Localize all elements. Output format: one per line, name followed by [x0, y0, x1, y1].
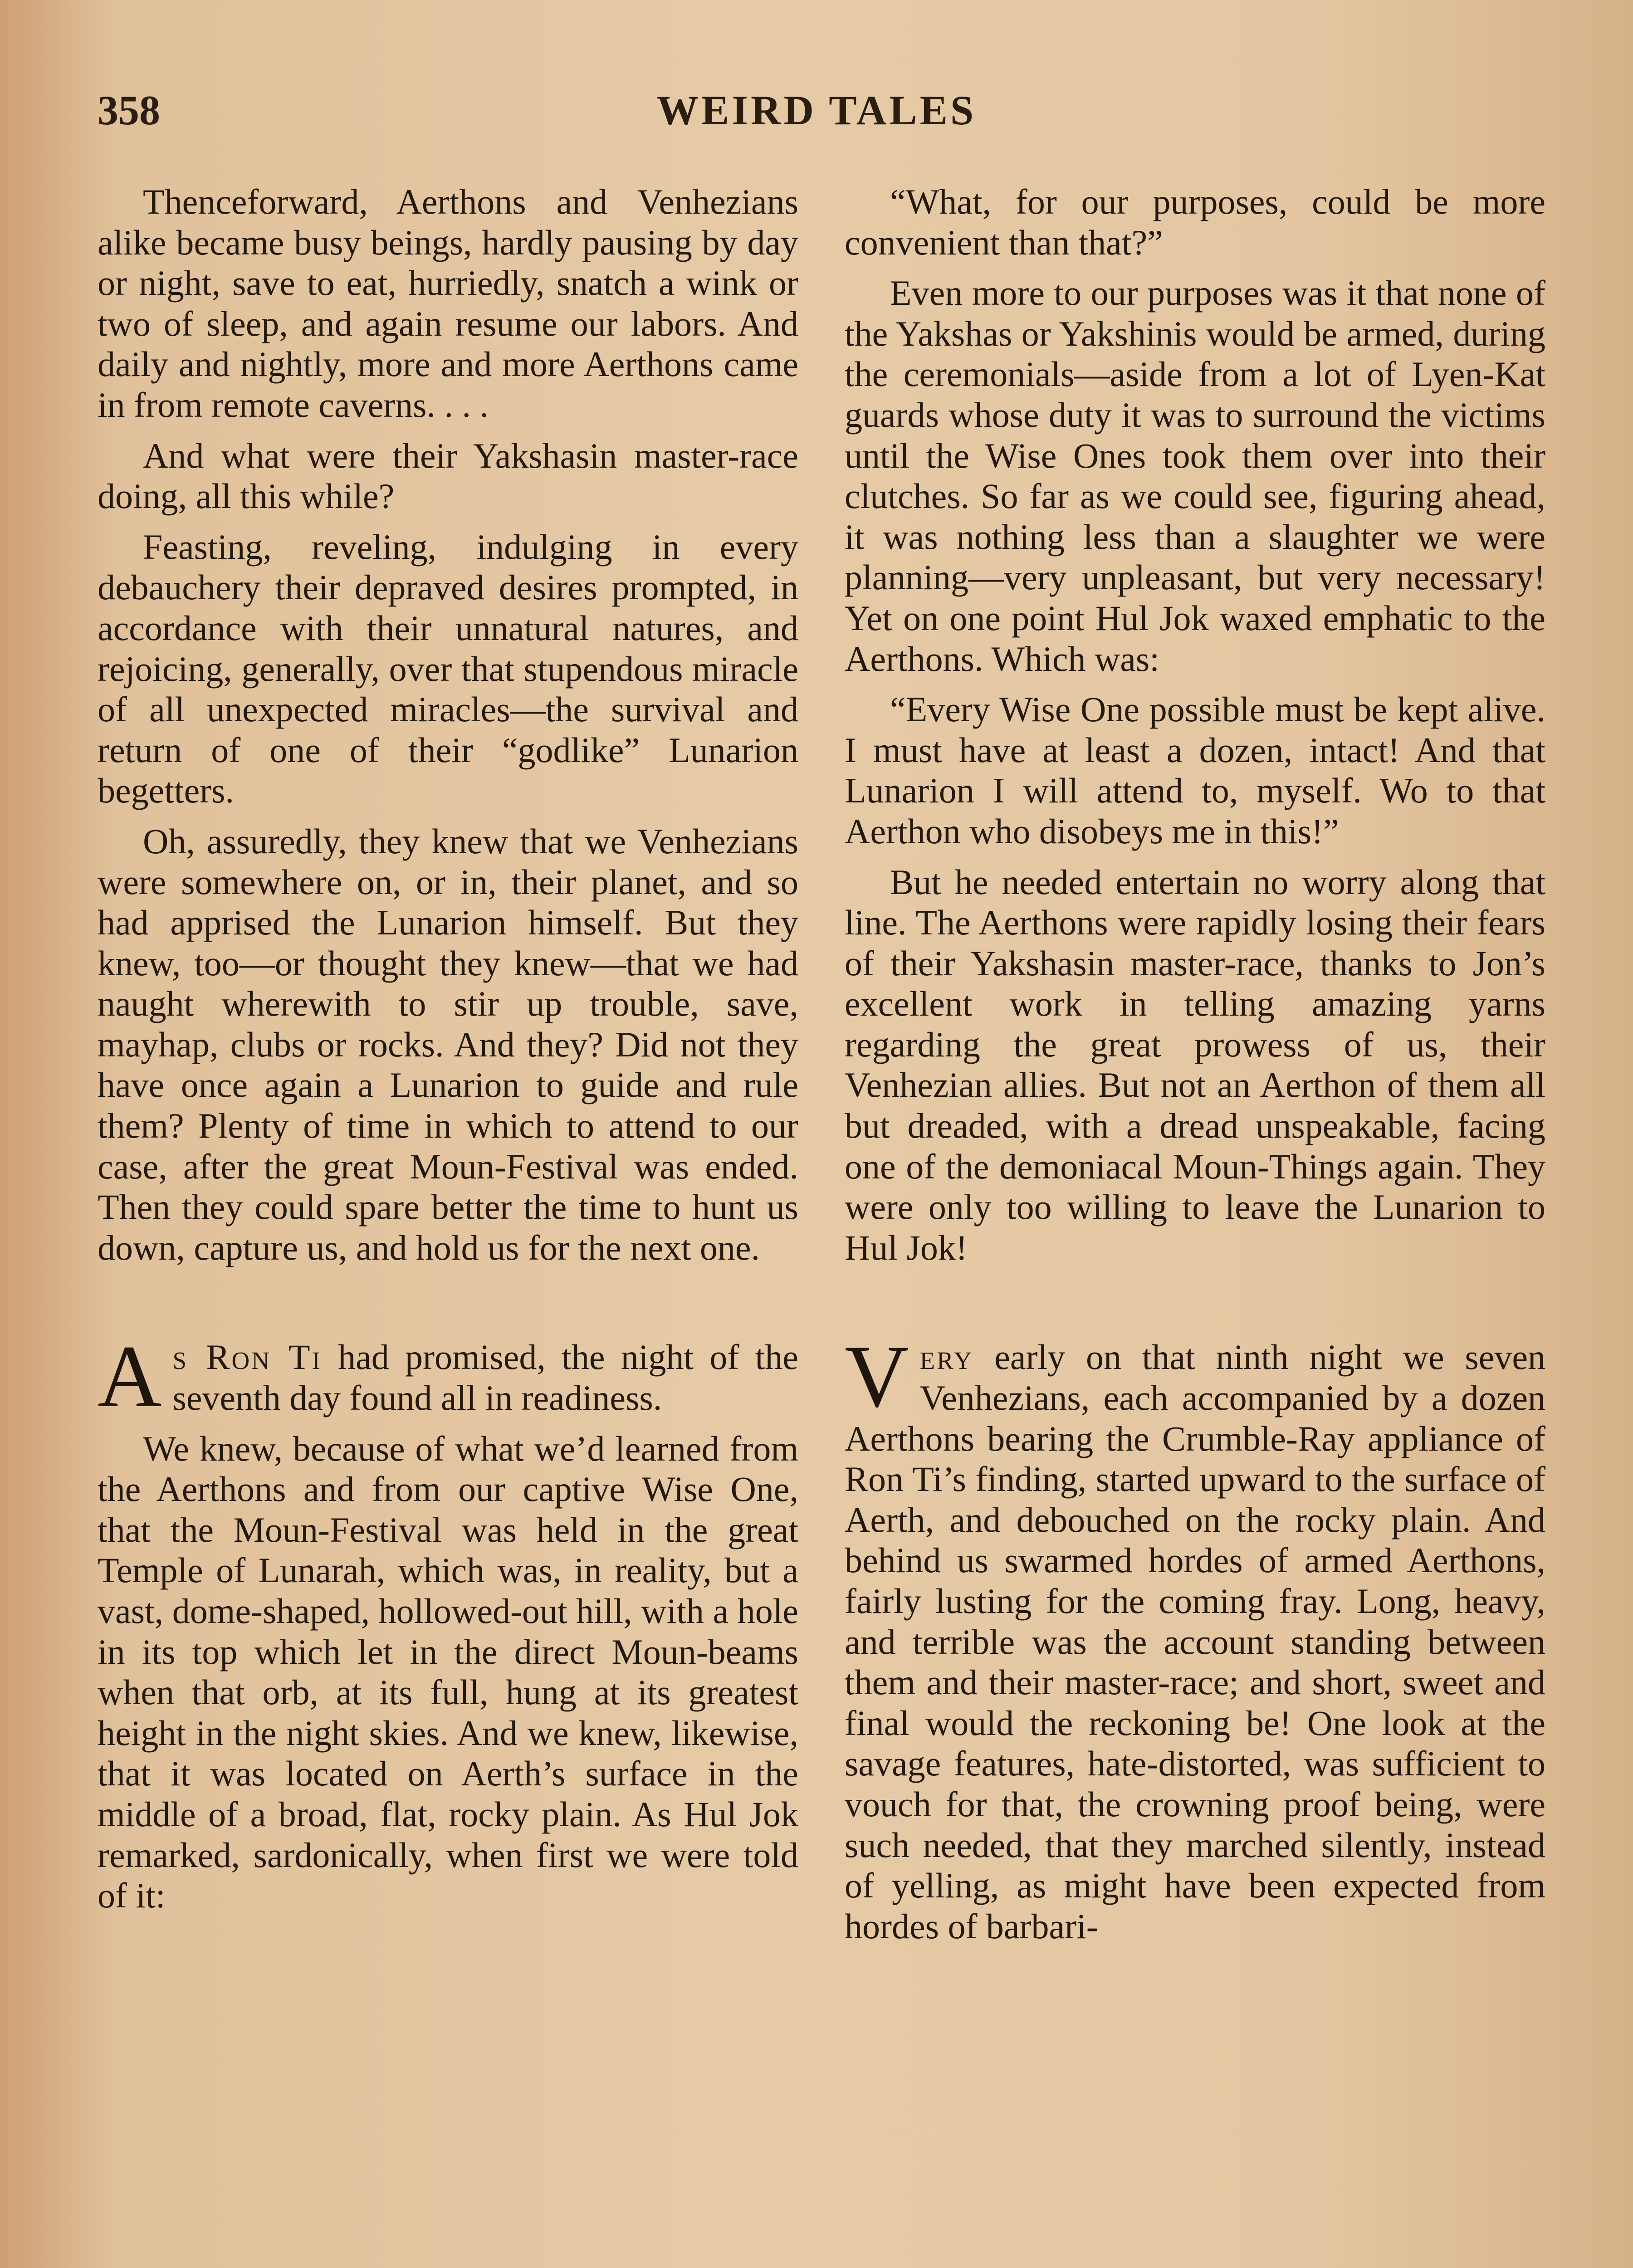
drop-cap: A: [98, 1327, 162, 1426]
right-column: [845, 181, 1545, 1956]
lead-text: had promised, the night of the seventh day found all in readiness.: [172, 1337, 799, 1418]
paragraph: “What, for our purposes, could be more convenient than that?”: [845, 182, 1545, 262]
lead-text: early on that ninth night we seven Venhezians, each accompanied by a dozen Aerthons bearing the Crumble-Ray appliance of Ron Ti’s finding, started upward to the surface of Aerth, and debouched on the rocky plain. And behind us swarmed hordes of armed Aerthons, fairly lusting for the coming fray. Long, heavy, and terrible was the account standing between them and their master-race; and short, sweet and final would the reckoning be! One look at the savage features, hate-distorted, was sufficient to vouch for that, the crowning proof being, were such needed, that they marched silently, instead of yelling, as might have been expected from hordes of barbari-: [845, 1337, 1545, 1946]
magazine-title: WEIRD TALES: [656, 87, 977, 133]
paragraph: Thenceforward, Aerthons and Venhezians alike became busy beings, hardly pausing by day or night, save to eat, hurriedly, snatch a wink or two of sleep, and again resume our labors. And daily and nightly, more and more Aerthons came in from remote caverns. . . .: [98, 182, 798, 425]
paragraph: Oh, assuredly, they knew that we Venhezians were somewhere on, or in, their planet, and so had apprised the Lunarion himself. But they knew, too—or thought they knew—that we had naught wherewith to stir up trouble, save, mayhap, clubs or rocks. And they? Did not they have once again a Lunarion to guide and rule them? Plenty of time in which to attend to our case, after the great Moun-Festival was ended. Then they could spare better the time to hunt us down, capture us, and hold us for the next one.: [98, 821, 798, 1267]
paragraph: We knew, because of what we’d learned from the Aerthons and from our captive Wise One, that the Moun-Festival was held in the great Temple of Lunarah, which was, in reality, but a vast, dome-shaped, hollowed-out hill, with a hole in its top which let in the direct Moun-beams when that orb, at its full, hung at its greatest height in the night skies. And we knew, likewise, that it was located on Aerth’s surface in the middle of a broad, flat, rocky plain. As Hul Jok remarked, sardonically, when first we were told of it:: [98, 1428, 798, 1916]
paragraph: “Every Wise One possible must be kept alive. I must have at least a dozen, intact! And that Lunarion I will attend to, myself. Wo to that Aerthon who disobeys me in this!”: [845, 689, 1545, 851]
paragraph: And what were their Yakshasin master-race doing, all this while?: [98, 435, 798, 516]
section-lead-paragraph: [845, 1327, 1545, 1946]
section-break: [98, 1278, 798, 1337]
section-break: [845, 1278, 1545, 1337]
paragraph: But he needed entertain no worry along that line. The Aerthons were rapidly losing their fears of their Yakshasin master-race, thanks to Jon’s excellent work in telling amazing yarns regarding the great prowess of us, their Venhezian allies. But not an Aerthon of them all but dreaded, with a dread unspeakable, facing one of the demoniacal Moun-Things again. They were only too willing to leave the Lunarion to Hul Jok!: [845, 862, 1545, 1267]
page-number: 358: [98, 87, 160, 133]
left-column: [98, 181, 798, 1926]
section-lead-paragraph: [98, 1327, 799, 1426]
paragraph: Even more to our purposes was it that none of the Yakshas or Yakshinis would be armed, during the ceremonials—aside from a lot of Lyen-Kat guards whose duty it was to surround the victims until the Wise Ones took them over into their clutches. So far as we could see, figuring ahead, it was nothing less than a slaughter we were planning—very unpleasant, but very necessary! Yet on one point Hul Jok waxed emphatic to the Aerthons. Which was:: [845, 273, 1545, 679]
drop-cap: V: [845, 1327, 909, 1426]
running-head: [98, 86, 1535, 136]
small-caps-lead: s Ron Ti: [172, 1337, 322, 1377]
small-caps-lead: ery: [919, 1337, 974, 1377]
paragraph: Feasting, reveling, indulging in every debauchery their depraved desires prompted, in accordance with their unnatural natures, and rejoicing, generally, over that stupendous miracle of all unexpected miracles—the survival and return of one of their “godlike” Lunarion begetters.: [98, 527, 798, 811]
